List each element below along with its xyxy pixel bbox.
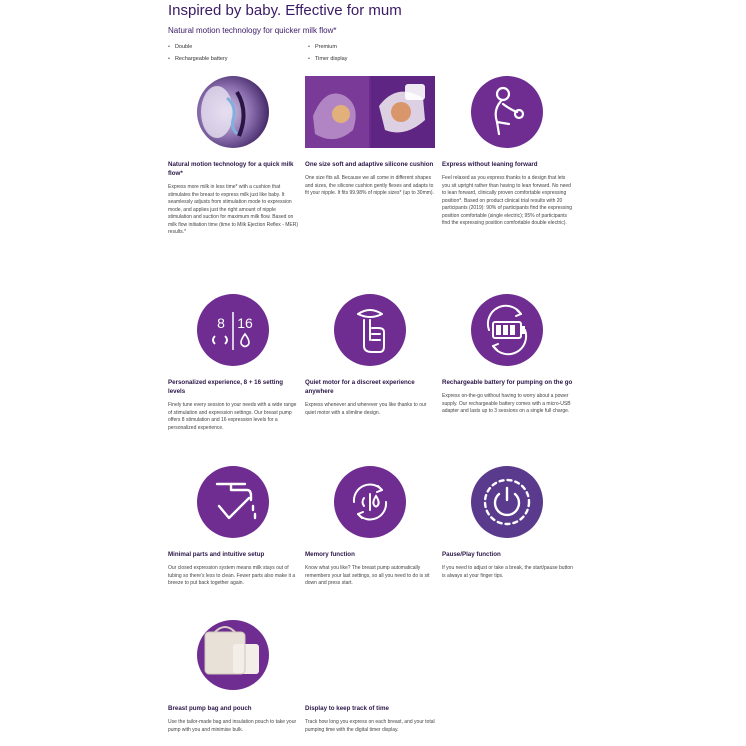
feature-description: Express whenever and wherever you like thanks to our quiet motor with a slimline design. [305,402,427,416]
feature-title: Display to keep track of time [305,705,389,712]
feature-title: Quiet motor for a discreet experience anywhere [305,379,415,395]
feature-description: Use the tailor-made bag and insulation pouch to take your pump with you and minimise bulk. [168,719,297,733]
feature-bullets-right [308,44,347,68]
feature-title: Memory function [305,551,355,558]
feature-title: Natural motion technology for a quick milk flow* [168,161,294,177]
feature-description: Feel relaxed as you express thanks to a design that lets you sit upright rather than having to lean forward. No need to lean forward, clinically proven comfortable expressing position*. Based on product clinical trial results with 20 participants (2019): 90% of participants find the expressing position comfortable (single electric); 95% of participants find the expressing position comfortable double electric). [442,175,573,226]
expression-levels-number: 16 [237,315,253,331]
feature-description: If you need to adjust or take a break, the start/pause button is always at your finger tips. [442,565,573,579]
page-title: Inspired by baby. Effective for mum [168,2,402,19]
feature-quiet-motor [305,294,437,417]
silicone-cushion-image [305,76,435,148]
feature-pause-play [442,466,574,580]
memory-cycle-icon [334,466,406,538]
bullet-item: • Rechargeable battery [168,56,228,68]
feature-silicone-cushion [305,76,437,198]
feature-timer-display [305,620,437,734]
feature-setting-levels [168,294,300,432]
setting-levels-icon [197,294,269,366]
feature-description: Express more milk in less time* with a cushion that stimulates the breast to express milk just like baby. It seamlessly adjusts from stimulation mode to expression mode, and applies just the right amount of nipple stimulation and suction for maximum milk flow. Based on milk flow initiation time (time to Milk Ejection Reflex - MER) results.* [168,184,299,235]
page-subtitle: Natural motion technology for quicker milk flow* [168,26,337,35]
feature-title: Pause/Play function [442,551,501,558]
feature-rechargeable-battery [442,294,574,416]
feature-bullets-left [168,44,228,68]
natural-motion-image [197,76,269,148]
feature-description: Our closed expression system means milk stays out of tubing so there's less to clean. Fewer parts also make it a breeze to put back together again. [168,565,296,586]
battery-recharge-icon [471,294,543,366]
quiet-shush-icon [334,294,406,366]
feature-no-leaning [442,76,574,228]
feature-description: Track how long you express on each breast, and your total pumping time with the digital timer display. [305,719,435,733]
feature-minimal-parts [168,466,300,588]
bullet-item: • Double [168,44,228,56]
feature-description: One size fits all. Because we all come in different shapes and sizes, the silicone cushion gently flexes and adapts to fit your nipple. It fits 99.98% of nipple sizes* (up to 30mm). [305,175,434,196]
feature-description: Express on-the-go without having to worry about a power supply. Our rechargeable battery comes with a micro-USB adapter and lasts up to 3 sessions on a single full charge. [442,393,571,414]
feature-title: Express without leaning forward [442,161,538,168]
power-button-icon [471,466,543,538]
bag-pouch-image [197,620,269,690]
bullet-item: • Premium [308,44,347,56]
feature-title: Personalized experience, 8 + 16 setting levels [168,379,284,395]
faucet-check-icon [197,466,269,538]
feature-title: One size soft and adaptive silicone cushion [305,161,434,168]
feature-title: Minimal parts and intuitive setup [168,551,265,558]
feature-memory-function [305,466,437,588]
feature-natural-motion [168,76,300,237]
feature-description: Finely tune every session to your needs with a wide range of stimulation and expression settings. Our breast pump offers 8 stimulation and 16 expression levels for a personalized experience. [168,402,297,431]
bullet-item: • Timer display [308,56,347,68]
feature-description: Know what you like? The breast pump automatically remembers your last settings, so all you need to do is sit down and press start. [305,565,430,586]
feature-title: Breast pump bag and pouch [168,705,252,712]
feature-title: Rechargeable battery for pumping on the go [442,379,573,386]
stimulation-levels-number: 8 [217,315,225,331]
upright-posture-icon [471,76,543,148]
feature-bag-pouch [168,620,300,734]
